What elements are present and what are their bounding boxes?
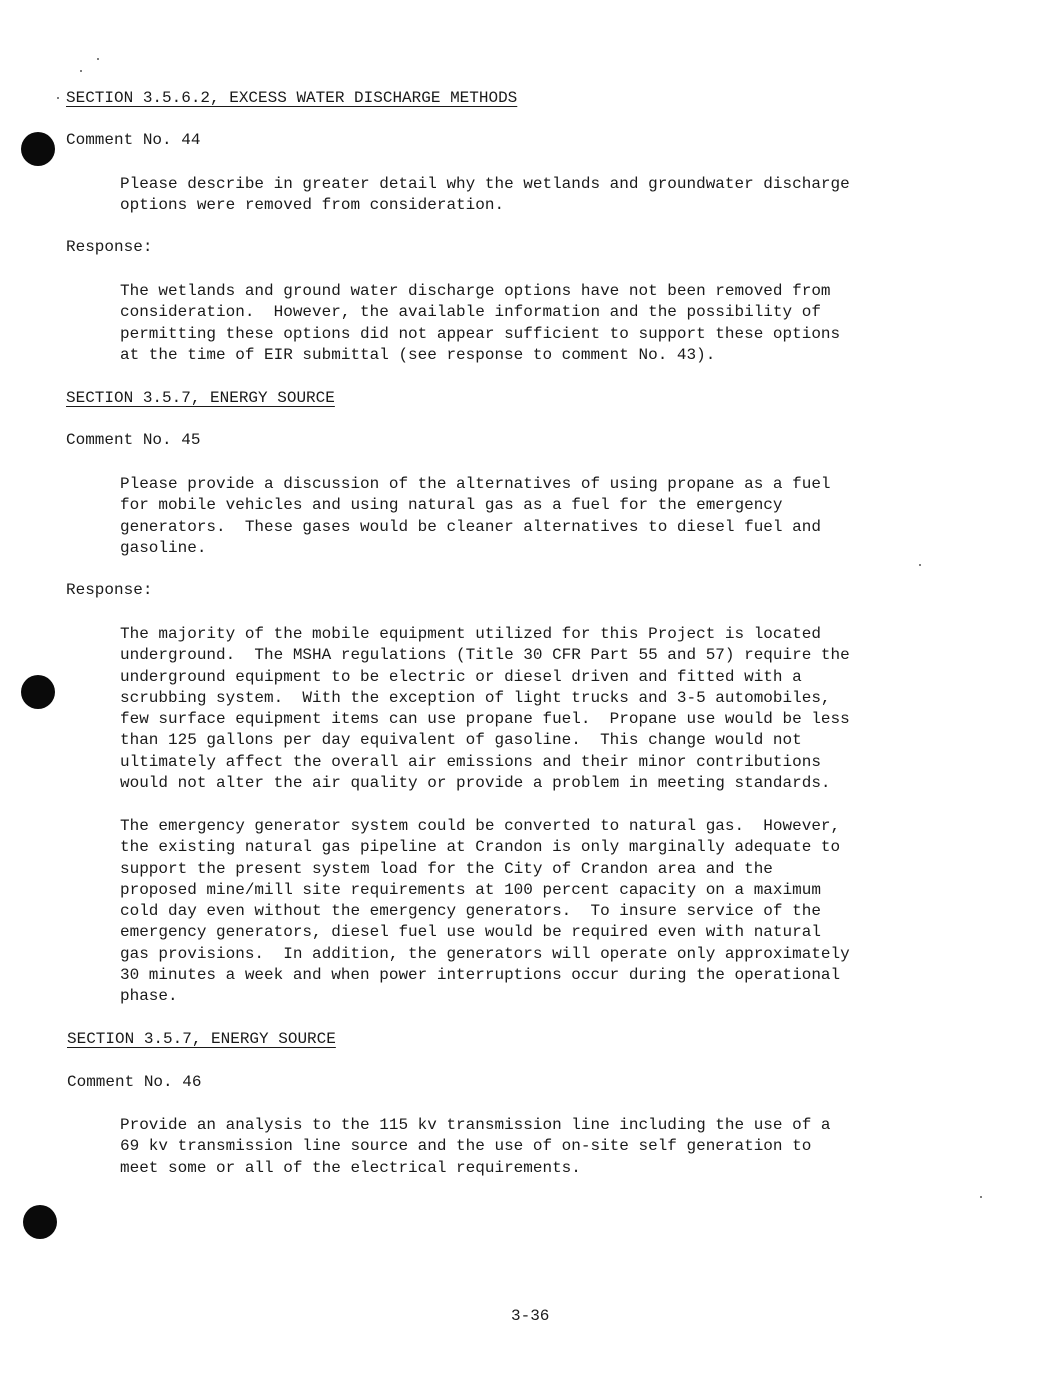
section-heading: SECTION 3.5.7, ENERGY SOURCE xyxy=(67,1030,336,1048)
scan-speck xyxy=(919,564,921,566)
comment-label: Comment No. 46 xyxy=(67,1073,202,1091)
response-paragraph: The majority of the mobile equipment utilized for this Project is located underground. The MSHA regulations (Title 30 CFR Part 55 and 57) require the underground equipment to be electric or diesel driven and fitted with a scrubbing system. With the exception of light trucks and 3-5 automobiles, few surface equipment items can use propane fuel. Propane use would be less than 125 gallons per day equivalent of gasoline. This change would not ultimately affect the overall air emissions and their minor contributions would not alter the air quality or provide a problem in meeting standards. xyxy=(120,625,850,793)
response-label: Response: xyxy=(66,581,153,599)
page-number: 3-36 xyxy=(511,1307,550,1325)
response-paragraph: The wetlands and ground water discharge options have not been removed from consideration. However, the available information and the possibility of permitting these options did not appear sufficient to support these options at the time of EIR submittal (see response to comment No. 43). xyxy=(120,282,841,364)
scan-speck xyxy=(97,58,99,60)
comment-text: Provide an analysis to the 115 kv transmission line including the use of a 69 kv transmission line source and the use of on-site self generation to meet some or all of the electrical requirements. xyxy=(120,1116,831,1177)
comment-text: Please describe in greater detail why the wetlands and groundwater discharge options were removed from consideration. xyxy=(120,175,850,215)
section-heading: SECTION 3.5.6.2, EXCESS WATER DISCHARGE METHODS xyxy=(66,89,518,107)
comment-text: Please provide a discussion of the alternatives of using propane as a fuel for mobile vehicles and using natural gas as a fuel for the emergency generators. These gases would be cleaner alternatives to diesel fuel and gasoline. xyxy=(120,475,831,557)
response-paragraph: The emergency generator system could be converted to natural gas. However, the existing natural gas pipeline at Crandon is only marginally adequate to support the present system load for the City of Crandon area and the proposed mine/mill site requirements at 100 percent capacity on a maximum cold day even without the emergency generators. To insure service of the emergency generators, diesel fuel use would be required even with natural gas provisions. In addition, the generators will operate only approximately 30 minutes a week and when power interruptions occur during the operational phase. xyxy=(120,817,850,1006)
punch-hole-top xyxy=(21,132,55,166)
punch-hole-middle xyxy=(21,675,55,709)
comment-label: Comment No. 45 xyxy=(66,431,201,449)
punch-hole-bottom xyxy=(23,1205,57,1239)
response-label: Response: xyxy=(66,238,153,256)
scan-speck xyxy=(80,70,82,72)
comment-label: Comment No. 44 xyxy=(66,131,201,149)
section-heading: SECTION 3.5.7, ENERGY SOURCE xyxy=(66,389,335,407)
scan-speck xyxy=(980,1196,982,1198)
scan-speck xyxy=(57,97,59,99)
